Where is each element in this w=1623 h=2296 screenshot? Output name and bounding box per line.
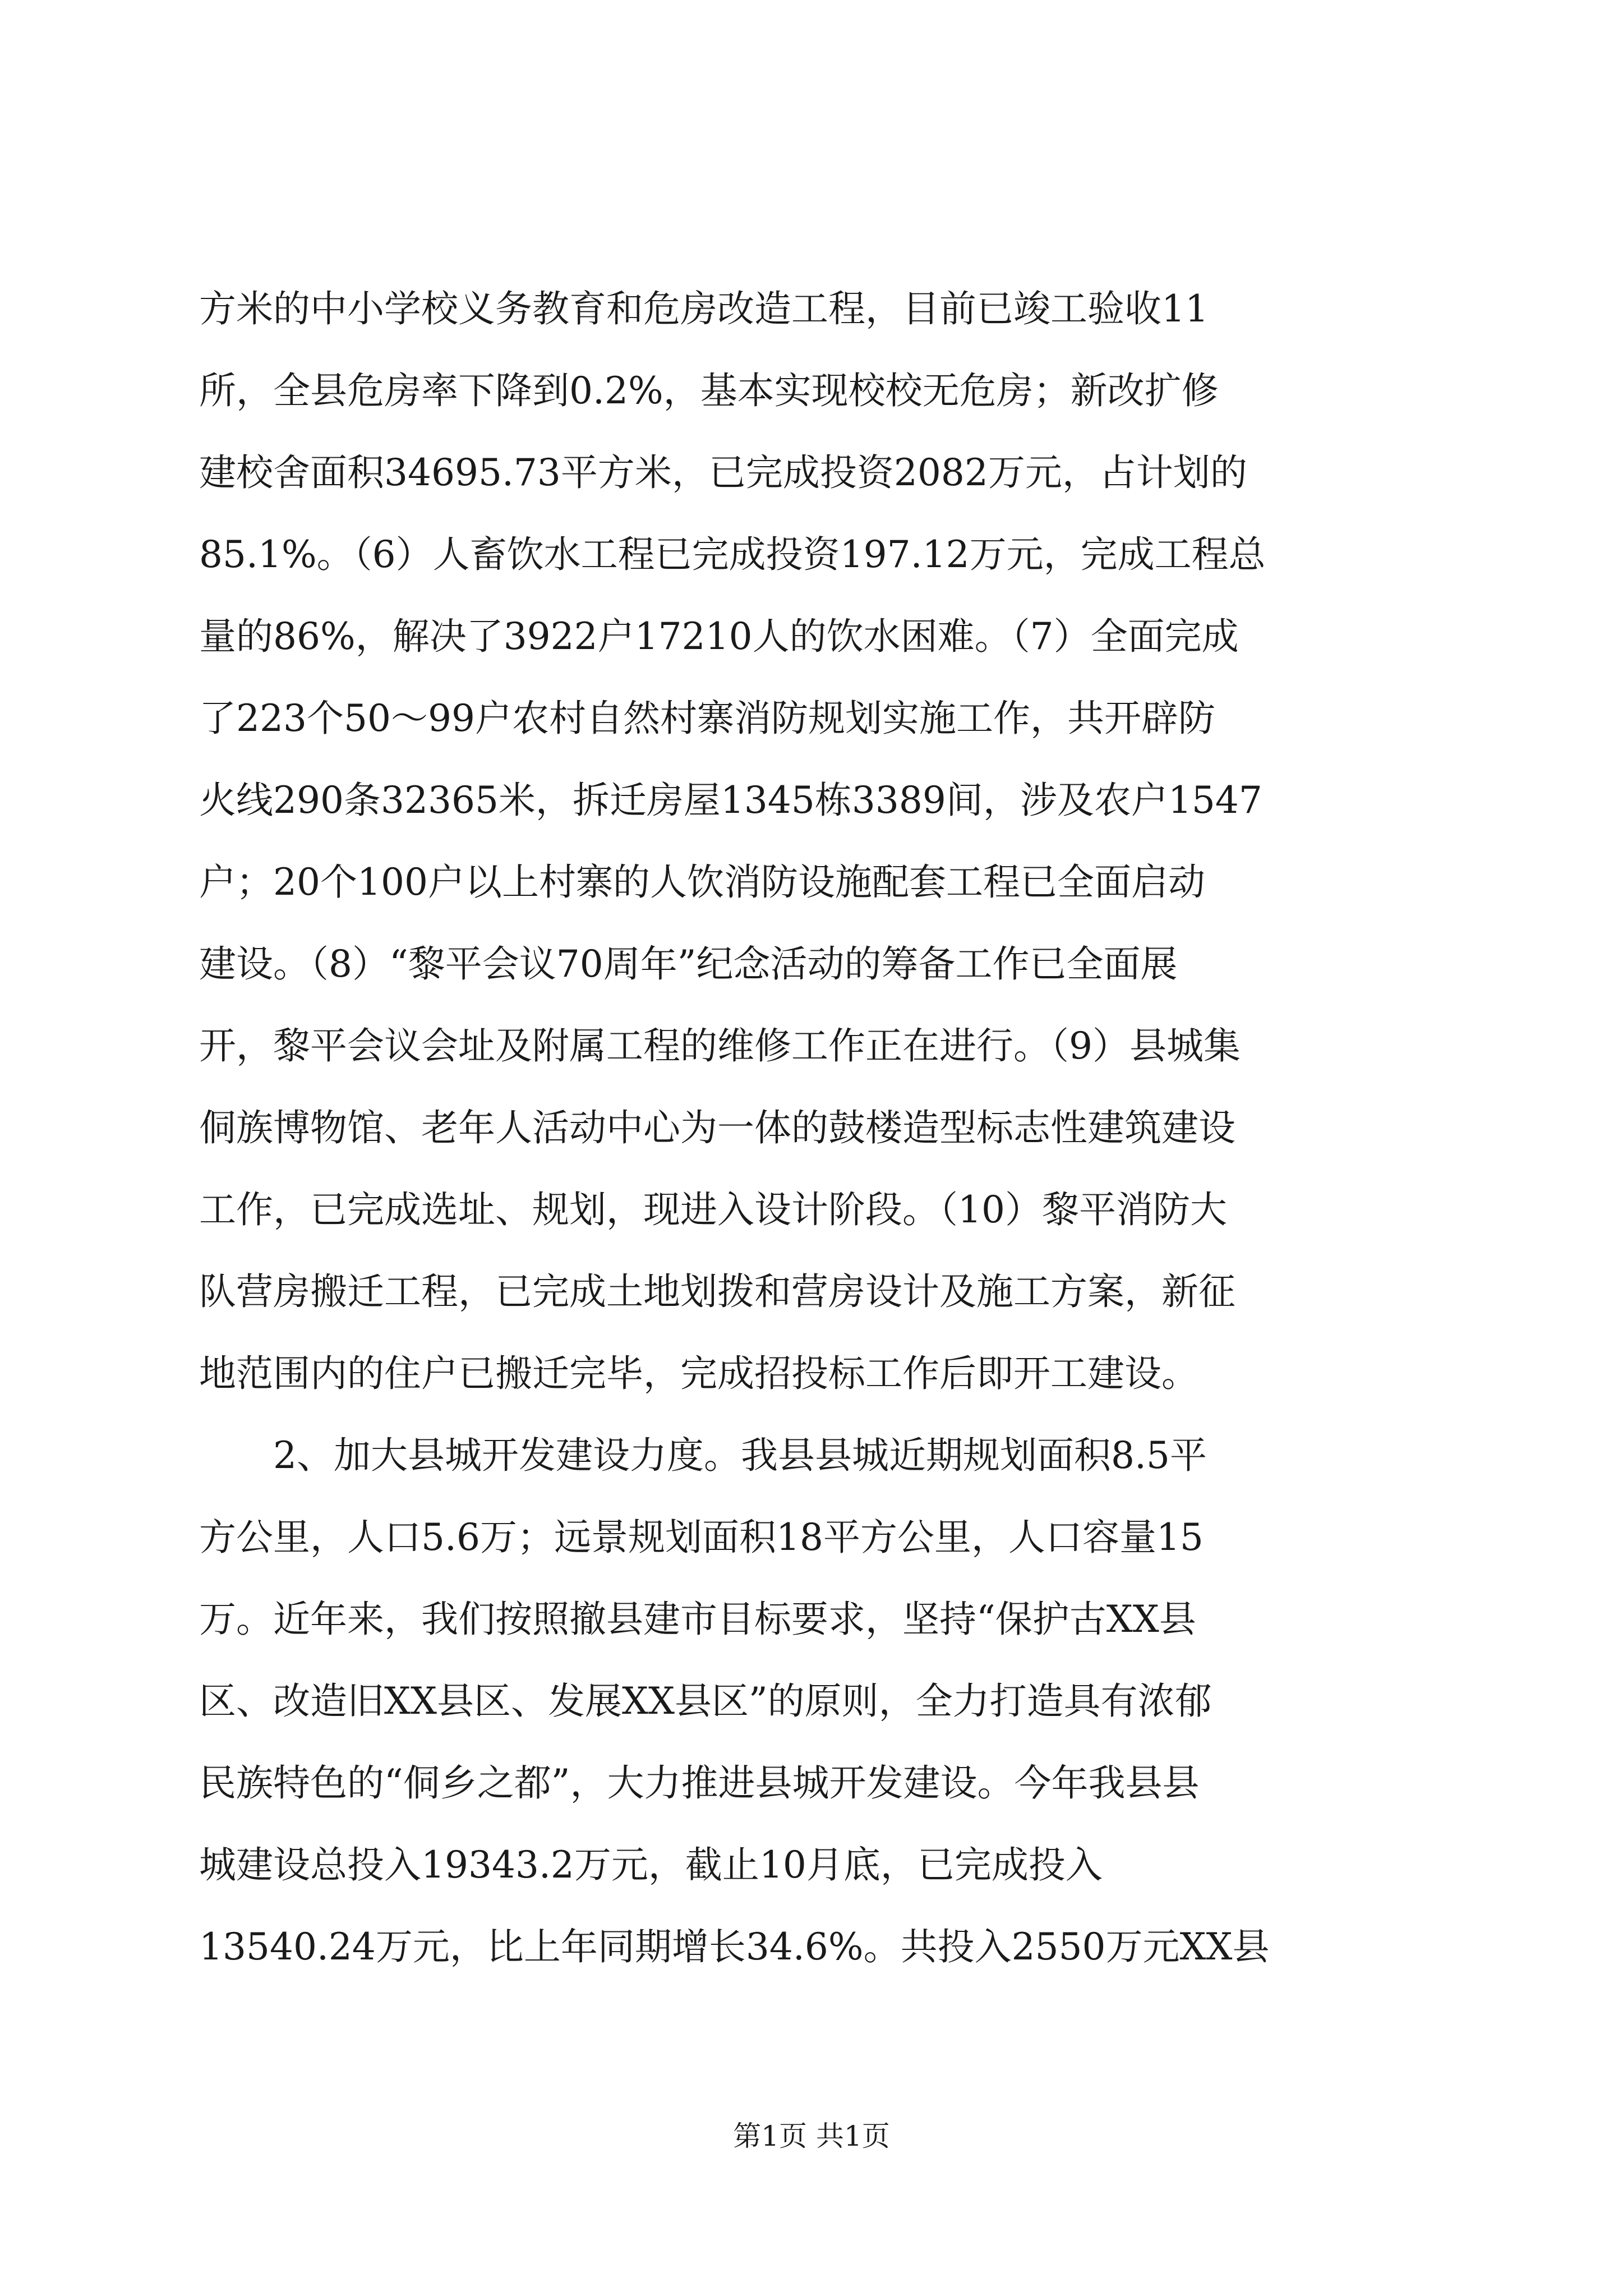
text-line: 侗族博物馆、老年人活动中心为一体的鼓楼造型标志性建筑建设 <box>199 1106 1235 1149</box>
text-line: 民族特色的“侗乡之都”，大力推进县城开发建设。今年我县县 <box>199 1761 1200 1805</box>
text-line: 方公里，人口5.6万；远景规划面积18平方公里，人口容量15 <box>199 1516 1204 1559</box>
text-line: 量的86%，解决了3922户17210人的饮水困难。（7）全面完成 <box>199 615 1239 658</box>
text-line: 所，全县危房率下降到0.2%，基本实现校校无危房；新改扩修 <box>199 369 1219 412</box>
text-line: 2、加大县城开发建设力度。我县县城近期规划面积8.5平 <box>273 1434 1207 1477</box>
text-line: 方米的中小学校义务教育和危房改造工程，目前已竣工验收11 <box>199 287 1209 330</box>
text-line: 13540.24万元，比上年同期增长34.6%。共投入2550万元XX县 <box>199 1925 1270 1968</box>
text-line: 开，黎平会议会址及附属工程的维修工作正在进行。（9）县城集 <box>199 1024 1241 1068</box>
page-footer: 第1页 共1页 <box>733 2120 890 2152</box>
document-body <box>199 268 1427 1988</box>
text-line: 万。近年来，我们按照撤县建市目标要求，坚持“保护古XX县 <box>199 1598 1196 1641</box>
text-line: 区、改造旧XX县区、发展XX县区”的原则，全力打造具有浓郁 <box>199 1680 1212 1723</box>
paragraph <box>199 1415 1427 1988</box>
text-line: 火线290条32365米，拆迁房屋1345栋3389间，涉及农户1547 <box>199 779 1262 822</box>
text-line: 工作，已完成选址、规划，现进入设计阶段。（10）黎平消防大 <box>199 1188 1227 1231</box>
text-line: 了223个50～99户农村自然村寨消防规划实施工作，共开辟防 <box>199 697 1215 740</box>
text-line: 户；20个100户以上村寨的人饮消防设施配套工程已全面启动 <box>199 861 1205 904</box>
text-line: 队营房搬迁工程，已完成土地划拨和营房设计及施工方案，新征 <box>199 1270 1235 1313</box>
paragraph <box>199 268 1427 1415</box>
text-line: 85.1%。（6）人畜饮水工程已完成投资197.12万元，完成工程总 <box>199 533 1266 576</box>
text-line: 城建设总投入19343.2万元，截止10月底，已完成投入 <box>199 1843 1103 1887</box>
text-line: 建校舍面积34695.73平方米，已完成投资2082万元，占计划的 <box>199 451 1247 494</box>
text-line: 建设。（8）“黎平会议70周年”纪念活动的筹备工作已全面展 <box>199 942 1178 986</box>
text-line: 地范围内的住户已搬迁完毕，完成招投标工作后即开工建设。 <box>199 1352 1198 1395</box>
